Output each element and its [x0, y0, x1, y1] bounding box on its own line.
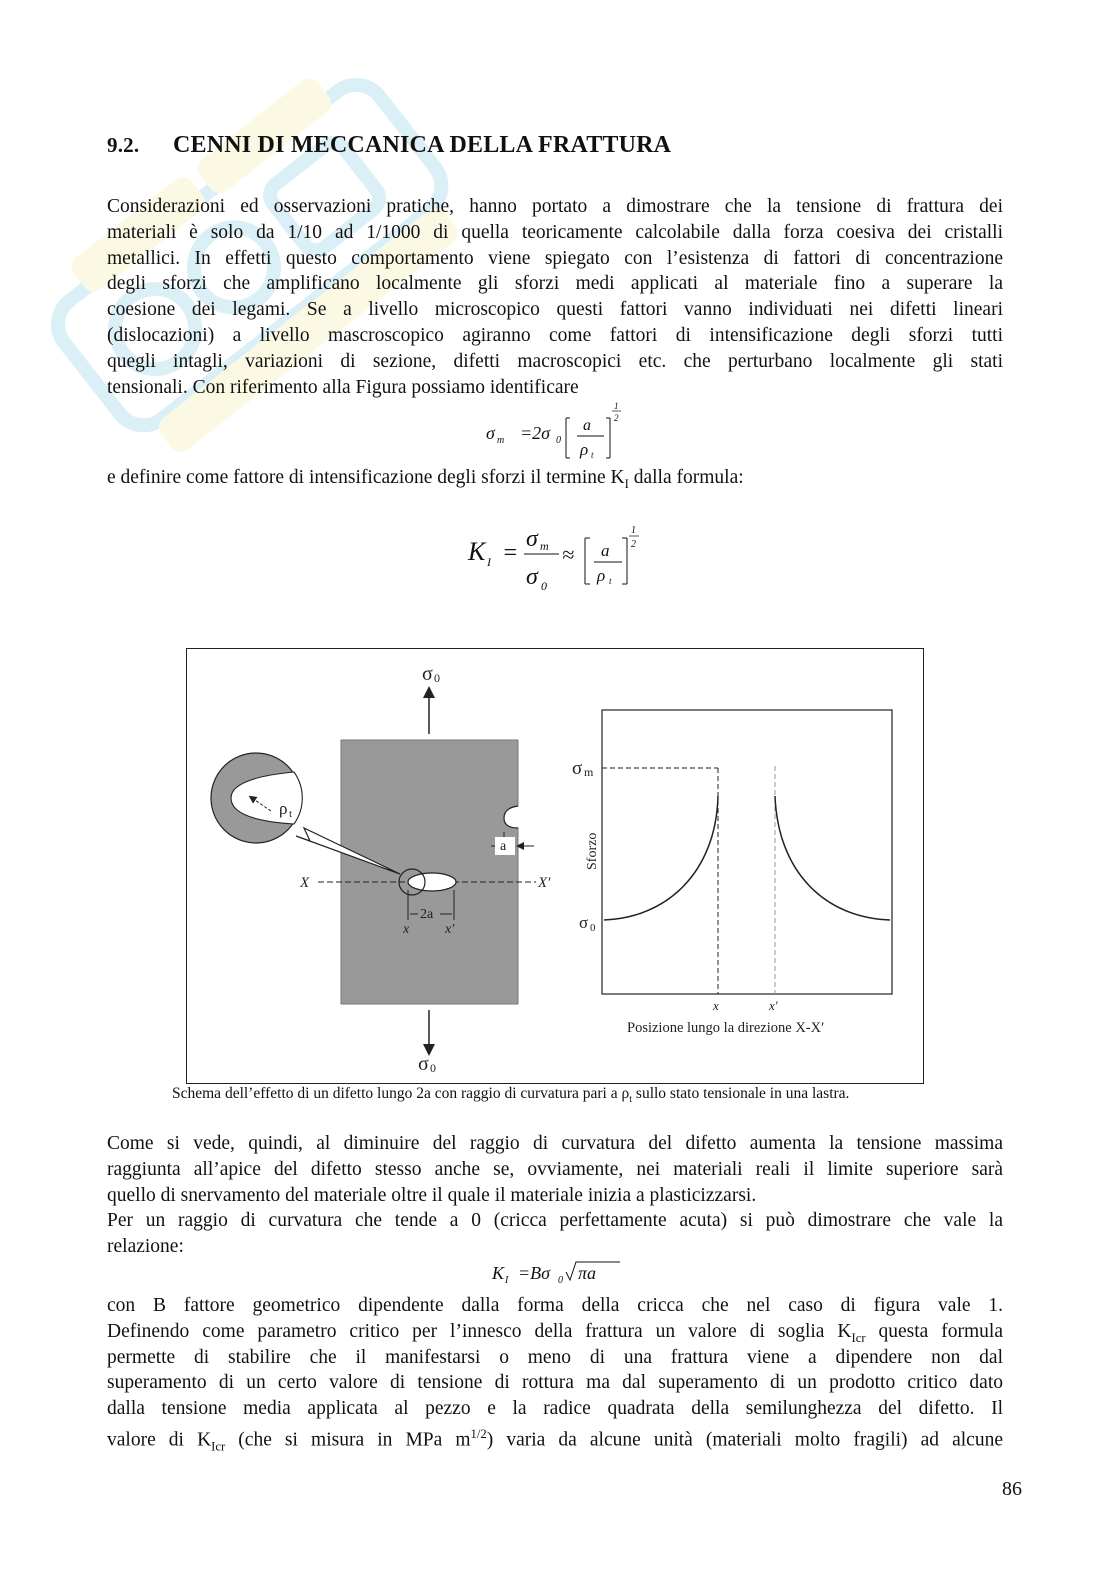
text-line: permette di stabilire che il manifestarsi o meno di una frattura viene a dipendere non dal — [107, 1346, 1003, 1368]
eq2-num: σ — [526, 526, 538, 552]
eq2-den-sub: 0 — [541, 579, 547, 593]
eq2-equals: = — [502, 540, 519, 566]
paragraph-3 — [107, 1208, 1003, 1260]
text-line: dalla tensione media applicata al pezzo e la radice quadrata della semilunghezza del difetto. Il — [107, 1398, 1003, 1420]
section-number: 9.2. — [107, 133, 140, 157]
caption-text: Schema dell’effetto di un difetto lungo 2a con raggio di curvatura pari a ρ — [172, 1085, 630, 1102]
paragraph-2 — [107, 1131, 1003, 1208]
equation-ki-critical — [490, 1258, 640, 1288]
eq3-rhs: =Bσ — [518, 1263, 551, 1283]
text-line: tensionali. Con riferimento alla Figura possiamo identificare — [107, 376, 579, 398]
x-label: x — [403, 922, 410, 937]
paragraph-4 — [107, 1293, 1003, 1454]
eq2-frac-den-sub: t — [609, 576, 612, 586]
text-line: quegli intagli, variazioni di sezione, difetti macroscopici etc. che perturbano localmente gli stati — [107, 350, 1003, 372]
text-line: raggiunta all’apice del difetto stesso anche se, ovviamente, nei materiali reali il limite superiore sarà — [107, 1158, 1003, 1180]
eq1-den: ρ — [580, 440, 589, 459]
equation-stress-intensity — [464, 518, 654, 600]
Xp-label: X′ — [538, 875, 551, 891]
text-line: degli sforzi che amplificano localmente gli sforzi medi applicati al materiale fino a superare la — [107, 273, 1003, 295]
text-line: (dislocazioni) a livello mascroscopico agiranno come fattori di intensificazione degli sforzi tutti — [107, 324, 1003, 346]
graph-xlabel: Posizione lungo la direzione X-X′ — [627, 1020, 825, 1036]
eq3-rhs-sub: 0 — [558, 1275, 563, 1286]
fracture-figure — [186, 648, 924, 1084]
sigma0-top-label: σ — [422, 663, 433, 685]
eq1-coef: =2σ — [520, 423, 551, 443]
text-sub: Icr — [211, 1439, 226, 1454]
eq2-frac-den: ρ — [597, 566, 606, 585]
equation-sigma-m — [480, 400, 640, 462]
eq2-approx: ≈ — [562, 542, 575, 567]
rho-sub: t — [289, 808, 293, 820]
eq2-frac-num: a — [601, 541, 610, 560]
eq1-exp-den: 2 — [614, 413, 619, 423]
eq3-lhs: K — [492, 1263, 505, 1283]
stress-graph — [602, 710, 892, 994]
plate — [341, 740, 518, 1004]
text-span: valore di K — [107, 1429, 212, 1451]
eq1-lhs: σ — [486, 423, 495, 443]
tick-x: x — [713, 998, 719, 1013]
graph-sigma-m: σ — [572, 758, 583, 779]
eq2-lhs: K — [468, 537, 486, 566]
tick-xp: x′ — [769, 998, 778, 1013]
paragraph-1 — [107, 194, 1003, 400]
text-span: Definendo come parametro critico per l’innesco della frattura un valore di soglia K — [107, 1320, 852, 1342]
eq2-exp-num: 1 — [631, 525, 636, 536]
page-number: 86 — [1002, 1478, 1022, 1500]
kdef-text: e definire come fattore di intensificazione degli sforzi il termine K — [107, 467, 625, 488]
eq2-lhs-sub: I — [487, 555, 491, 569]
eq3-lhs-sub: I — [505, 1275, 509, 1286]
text-span: ) varia da alcune unità (materiali molto fragili) ad alcune — [486, 1429, 1003, 1451]
text-line: superamento di un certo valore di tensione di rottura ma dal superamento di un prodotto critico dato — [107, 1372, 1003, 1394]
text-line-with-sub — [107, 1319, 1003, 1345]
text-line: Per un raggio di curvatura che tende a 0 (cricca perfettamente acuta) si può dimostrare che vale la — [107, 1210, 1003, 1231]
sigma0-top-sub: 0 — [434, 671, 440, 685]
eq1-coef-sub: 0 — [556, 435, 561, 446]
text-line: relazione: — [107, 1235, 184, 1257]
eq2-exp-den: 2 — [631, 539, 636, 550]
kdef-sub: I — [624, 476, 629, 491]
eq2-den: σ — [526, 564, 538, 590]
eq3-root: πa — [578, 1263, 597, 1283]
sigma0-bottom-sub: 0 — [430, 1061, 436, 1075]
graph-sigma-m-sub: m — [584, 765, 594, 779]
eq2-num-sub: m — [540, 539, 549, 553]
text-line: Considerazioni ed osservazioni pratiche, hanno portato a dimostrare che la tensione di frattura dei — [107, 196, 1003, 217]
text-line: Come si vede, quindi, al diminuire del raggio di curvatura del difetto aumenta la tensione massima — [107, 1133, 1003, 1154]
text-line: metallici. In effetti questo comportamento viene spiegato con l’esistenza di fattori di concentrazione — [107, 247, 1003, 269]
twoa-label: 2a — [420, 907, 434, 922]
xp-label: x′ — [445, 922, 455, 937]
kdef-line — [107, 465, 1003, 498]
caption-text-after: sullo stato tensionale in una lastra. — [632, 1085, 850, 1102]
section-heading — [107, 132, 671, 159]
text-line: materiali è solo da 1/10 ad 1/1000 di quella teoricamente calcolabile dalla forza coesiva dei cristalli — [107, 221, 1003, 243]
caption-sub: t — [629, 1094, 633, 1106]
text-sup: 1/2 — [470, 1426, 487, 1441]
text-line: coesione dei legami. Se a livello microscopico questi fattori vanno individuati nei difetti lineari — [107, 299, 1003, 321]
eq1-exp-num: 1 — [614, 401, 619, 411]
section-title: CENNI DI MECCANICA DELLA FRATTURA — [173, 132, 672, 158]
text-span: (che si misura in MPa m — [225, 1429, 471, 1451]
graph-ylabel: Sforzo — [585, 832, 600, 870]
internal-crack — [408, 873, 456, 891]
eq1-den-sub: t — [591, 450, 594, 460]
X-label: X — [300, 875, 310, 891]
text-span: questa formula — [865, 1320, 1003, 1342]
graph-sigma-0-sub: 0 — [590, 922, 596, 934]
graph-sigma-0: σ — [579, 913, 589, 932]
rho-label: ρ — [279, 799, 288, 818]
text-sub: Icr — [851, 1330, 866, 1345]
text-line: con B fattore geometrico dipendente dalla forma della cricca che nel caso di figura vale 1. — [107, 1295, 1003, 1316]
eq1-lhs-sub: m — [497, 435, 505, 446]
text-line-with-sub — [107, 1422, 1003, 1454]
eq1-num: a — [583, 417, 591, 434]
kdef-text-after: dalla formula: — [628, 467, 744, 488]
text-line: quello di snervamento del materiale oltre il quale il materiale inizia a plasticizzarsi. — [107, 1184, 757, 1206]
a-label: a — [500, 839, 507, 854]
figure-caption — [172, 1085, 849, 1105]
sigma0-bottom-label: σ — [418, 1053, 429, 1075]
